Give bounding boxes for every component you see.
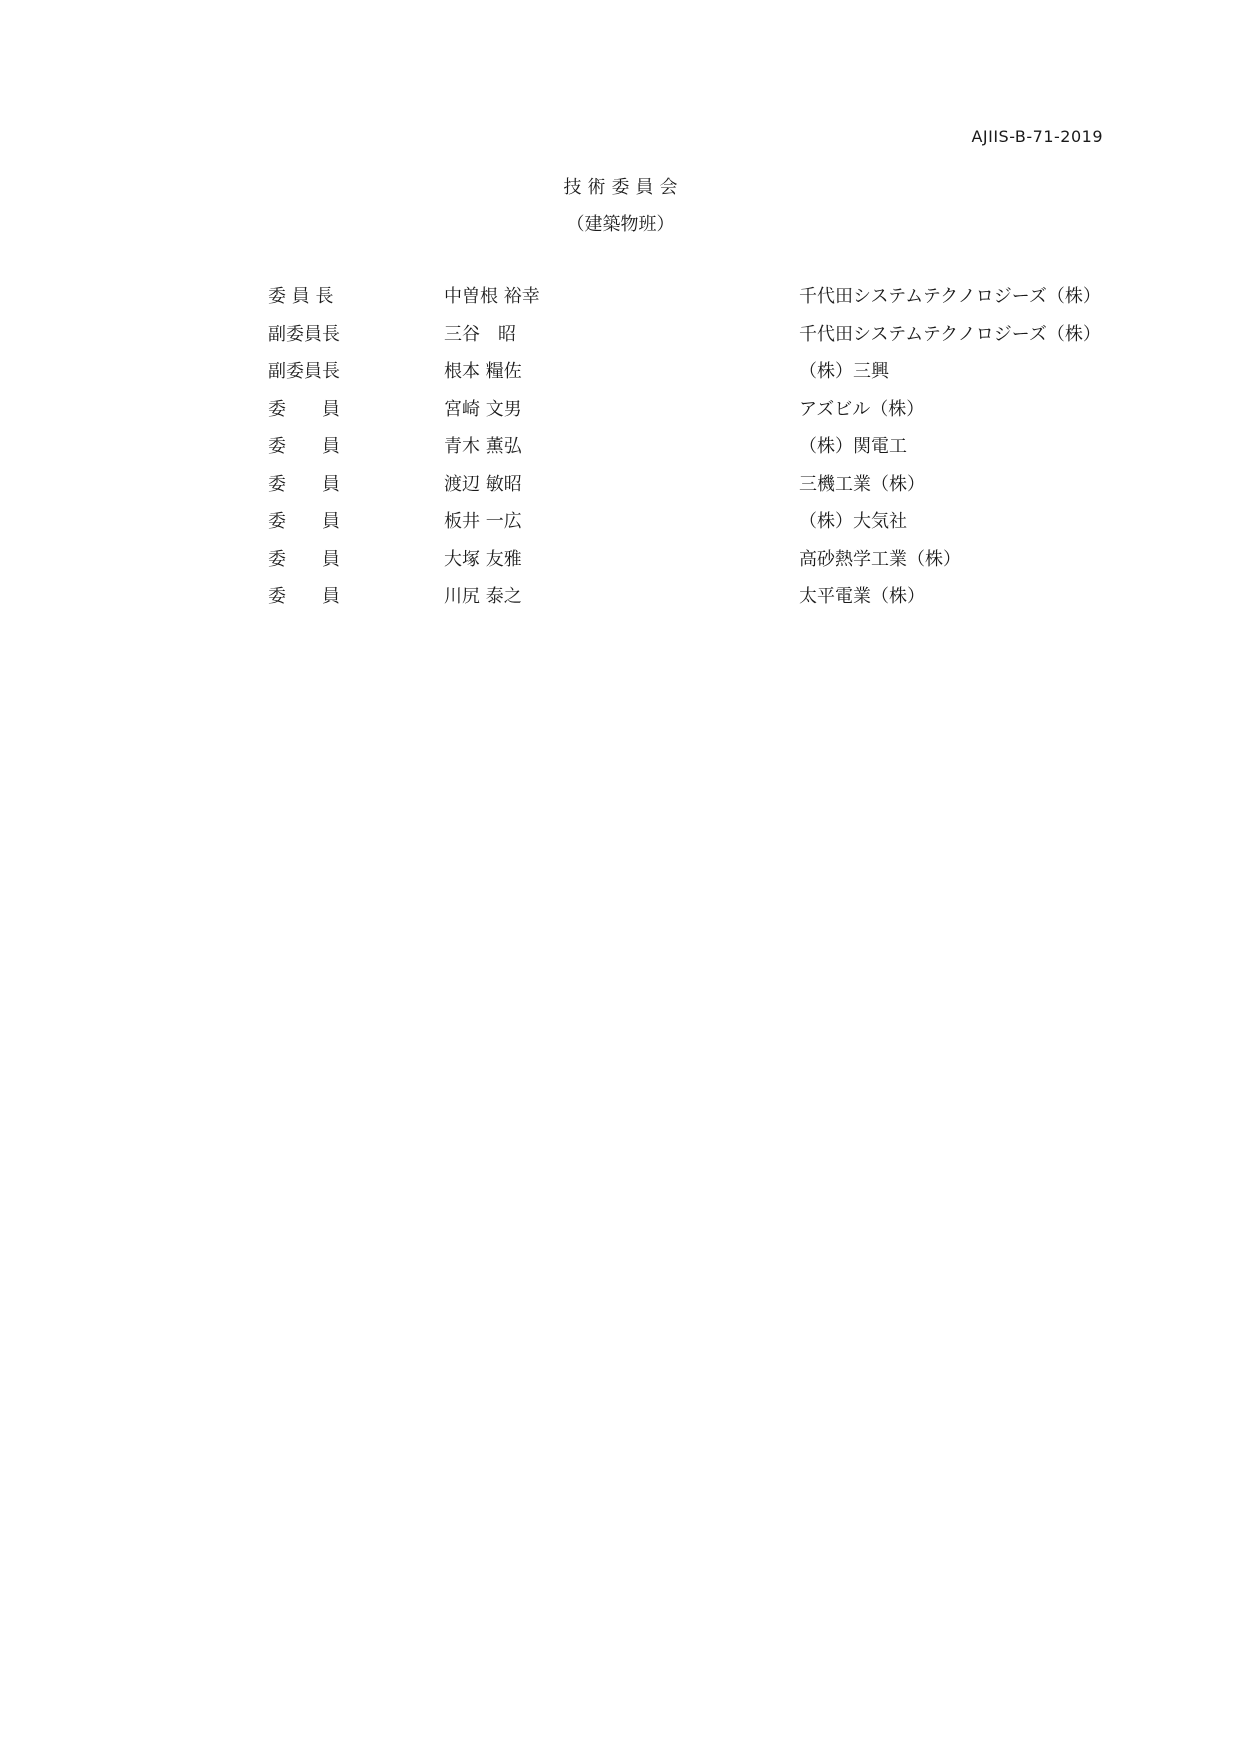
member-name: 中曽根 裕幸 [444,286,540,307]
member-row [0,432,1241,470]
member-role: 委 員 [268,511,340,532]
member-row [0,582,1241,620]
member-organization: アズビル（株） [799,398,925,420]
member-organization: （株）三興 [799,361,889,382]
member-role: 副委員長 [268,323,340,345]
member-row [0,357,1241,395]
member-row [0,545,1241,583]
member-role: 委 員 [268,548,340,570]
member-name: 三谷 昭 [444,323,516,345]
member-role: 委 員 [268,436,340,457]
member-name: 青木 薫弘 [444,436,522,457]
member-role: 委 員 [268,398,340,420]
member-role: 委 員 [268,473,340,495]
member-name: 根本 糧佐 [444,361,522,382]
member-organization: 千代田システムテクノロジーズ（株） [799,286,1101,307]
member-name: 大塚 友雅 [444,548,522,570]
member-organization: 高砂熱学工業（株） [799,548,961,570]
member-row [0,507,1241,545]
document-id: AJIIS-B-71-2019 [971,127,1103,146]
member-row [0,395,1241,433]
member-row [0,282,1241,320]
member-role: 委 員 長 [268,286,334,307]
member-row [0,320,1241,358]
member-organization: 千代田システムテクノロジーズ（株） [799,323,1101,345]
member-organization: 三機工業（株） [799,473,925,495]
member-organization: （株）関電工 [799,436,907,457]
member-organization: 太平電業（株） [799,586,925,607]
member-name: 渡辺 敏昭 [444,473,522,495]
member-role: 副委員長 [268,361,340,382]
page-title: 技術委員会 [563,177,684,198]
member-list [0,282,1241,620]
page-subtitle: （建築物班） [566,214,675,235]
member-name: 板井 一広 [444,511,522,532]
member-organization: （株）大気社 [799,511,907,532]
member-role: 委 員 [268,586,340,607]
member-row [0,470,1241,508]
member-name: 川尻 泰之 [444,586,522,607]
member-name: 宮崎 文男 [444,398,522,420]
